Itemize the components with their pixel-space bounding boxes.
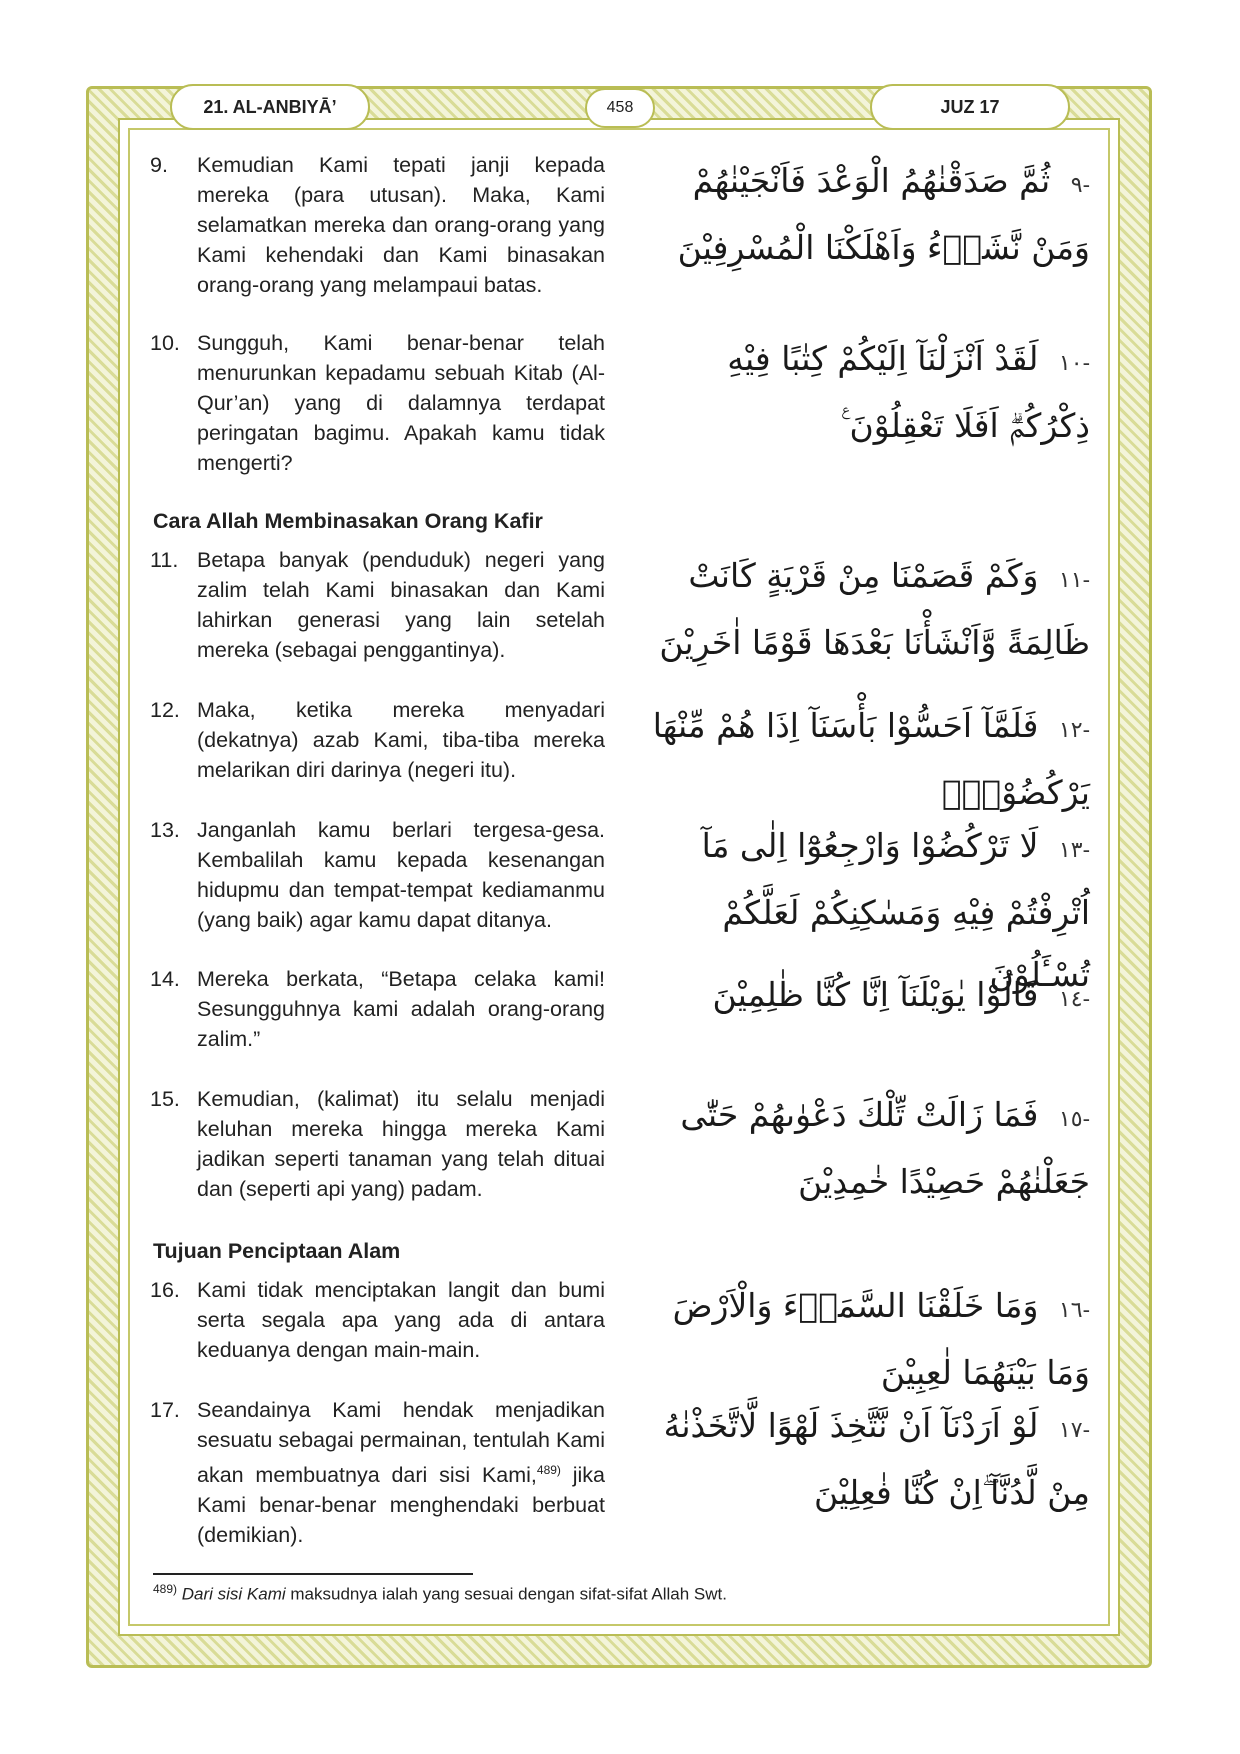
translation-12 — [150, 695, 605, 785]
arabic-text: لَقَدْ اَنْزَلْنَآ اِلَيْكُمْ كِتٰبًا فِيْهِ ذِكْرُكُمْۗ اَفَلَا تَعْقِلُوْنَ ࣖ — [727, 339, 1090, 445]
arabic-verse-number: -١٠ — [1058, 351, 1090, 376]
translation-text: Betapa banyak (penduduk) negeri yang zalim telah Kami binasakan dan Kami lahirkan generasi yang lain setelah mereka (sebagai penggantinya). — [197, 548, 605, 662]
verse-number: 11. — [150, 548, 179, 572]
arabic-text: فَمَا زَالَتْ تِّلْكَ دَعْوٰىهُمْ حَتّٰى جَعَلْنٰهُمْ حَصِيْدًا خٰمِدِيْنَ — [680, 1095, 1090, 1201]
translation-9 — [150, 150, 605, 300]
arabic-text: لَوْ اَرَدْنَآ اَنْ نَّتَّخِذَ لَهْوًا لَّاتَّخَذْنٰهُ مِنْ لَّدُنَّآ ۖاِنْ كُنَّا فٰعِلِيْنَ — [663, 1406, 1090, 1512]
arabic-verse-17 — [640, 1395, 1090, 1524]
page-number: 458 — [585, 88, 655, 128]
translation-text: Sungguh, Kami benar-benar telah menurunkan kepadamu sebuah Kitab (Al-Qur’an) yang di dalamnya terdapat peringatan bagimu. Apakah kamu tidak mengerti? — [197, 331, 605, 475]
arabic-verse-16 — [640, 1275, 1090, 1404]
translation-10 — [150, 328, 605, 478]
arabic-verse-14 — [640, 964, 1090, 1031]
arabic-text: ثُمَّ صَدَقْنٰهُمُ الْوَعْدَ فَاَنْجَيْنٰهُمْ وَمَنْ نَّشَاۤءُ وَاَهْلَكْنَا الْمُسْرِفِيْنَ — [677, 161, 1090, 267]
verse-number: 10. — [150, 331, 180, 355]
verse-number: 15. — [150, 1087, 180, 1111]
arabic-verse-9 — [640, 150, 1090, 279]
arabic-text: لَا تَرْكُضُوْا وَارْجِعُوْٓا اِلٰى مَآ اُتْرِفْتُمْ فِيْهِ وَمَسٰكِنِكُمْ لَعَلَّكُمْ تُسْـَٔلُوْنَ — [701, 826, 1090, 994]
section-heading: Tujuan Penciptaan Alam — [153, 1239, 401, 1263]
footnote-marker: 489) — [153, 1582, 178, 1596]
arabic-verse-15 — [640, 1084, 1090, 1213]
translation-text: Maka, ketika mereka menyadari (dekatnya) azab Kami, tiba-tiba mereka melarikan diri darinya (negeri itu). — [197, 698, 605, 782]
section-heading: Cara Allah Membinasakan Orang Kafir — [153, 509, 543, 533]
arabic-text: فَلَمَّآ اَحَسُّوْا بَأْسَنَآ اِذَا هُمْ مِّنْهَا يَرْكُضُوْنَۗ — [652, 706, 1090, 812]
arabic-text: وَمَا خَلَقْنَا السَّمَاۤءَ وَالْاَرْضَ وَمَا بَيْنَهُمَا لٰعِبِيْنَ — [672, 1286, 1090, 1392]
surah-title: 21. AL-ANBIYĀ’ — [170, 84, 370, 130]
footnote-ref[interactable]: 489) — [536, 1463, 561, 1477]
footnote-italic: Dari sisi Kami — [181, 1584, 286, 1604]
arabic-verse-number: -١٤ — [1058, 987, 1090, 1012]
arabic-verse-number: -١٧ — [1058, 1418, 1090, 1443]
translation-text: Kami tidak menciptakan langit dan bumi serta segala apa yang ada di antara keduanya dengan main-main. — [197, 1278, 605, 1362]
translation-text — [197, 1395, 605, 1550]
arabic-verse-11 — [640, 545, 1090, 674]
translation-text-part: Seandainya Kami hendak menjadikan sesuatu sebagai permainan, tentulah Kami akan membuatnya dari sisi Kami, — [197, 1398, 605, 1488]
translation-14 — [150, 964, 605, 1054]
arabic-verse-number: -١٢ — [1058, 718, 1090, 743]
arabic-verse-12 — [640, 695, 1090, 824]
arabic-verse-10 — [640, 328, 1090, 457]
translation-16 — [150, 1275, 605, 1365]
arabic-verse-number: -٩ — [1070, 173, 1090, 198]
translation-text: Mereka berkata, “Betapa celaka kami! Sesungguhnya kami adalah orang-orang zalim.” — [197, 967, 605, 1051]
verse-number: 12. — [150, 698, 180, 722]
translation-text: Janganlah kamu berlari tergesa-gesa. Kembalilah kamu kepada kesenangan hidupmu dan tempat-tempat kediamanmu (yang baik) agar kamu dapat ditanya. — [197, 818, 605, 932]
translation-text-part: jika Kami benar-benar menghendaki berbuat (demikian). — [197, 1463, 605, 1548]
footnote-text: maksudnya ialah yang sesuai dengan sifat-sifat Allah Swt. — [285, 1584, 727, 1604]
translation-13 — [150, 815, 605, 935]
footnote-divider — [153, 1573, 473, 1575]
arabic-verse-number: -١٦ — [1058, 1298, 1090, 1323]
arabic-text: قَالُوْا يٰوَيْلَنَآ اِنَّا كُنَّا ظٰلِمِيْنَ — [712, 975, 1039, 1014]
translation-11 — [150, 545, 605, 665]
arabic-verse-number: -١٥ — [1058, 1107, 1090, 1132]
verse-number: 14. — [150, 967, 180, 991]
verse-number: 13. — [150, 818, 180, 842]
translation-text: Kemudian Kami tepati janji kepada mereka (para utusan). Maka, Kami selamatkan mereka dan orang-orang yang Kami kehendaki dan Kami binasakan orang-orang yang melampaui batas. — [197, 153, 605, 297]
footnote — [153, 1582, 727, 1605]
juz-label: JUZ 17 — [870, 84, 1070, 130]
translation-text: Kemudian, (kalimat) itu selalu menjadi keluhan mereka hingga mereka Kami jadikan seperti tanaman yang telah dituai dan (seperti api yang) padam. — [197, 1087, 605, 1201]
verse-number: 9. — [150, 153, 168, 177]
verse-number: 17. — [150, 1398, 180, 1422]
arabic-verse-number: -١٣ — [1058, 838, 1090, 863]
translation-15 — [150, 1084, 605, 1204]
verse-number: 16. — [150, 1278, 180, 1302]
translation-17 — [150, 1395, 605, 1550]
arabic-verse-number: -١١ — [1058, 568, 1090, 593]
arabic-text: وَكَمْ قَصَمْنَا مِنْ قَرْيَةٍ كَانَتْ ظَالِمَةً وَّاَنْشَأْنَا بَعْدَهَا قَوْمًا اٰخَرِيْنَ — [659, 556, 1090, 662]
